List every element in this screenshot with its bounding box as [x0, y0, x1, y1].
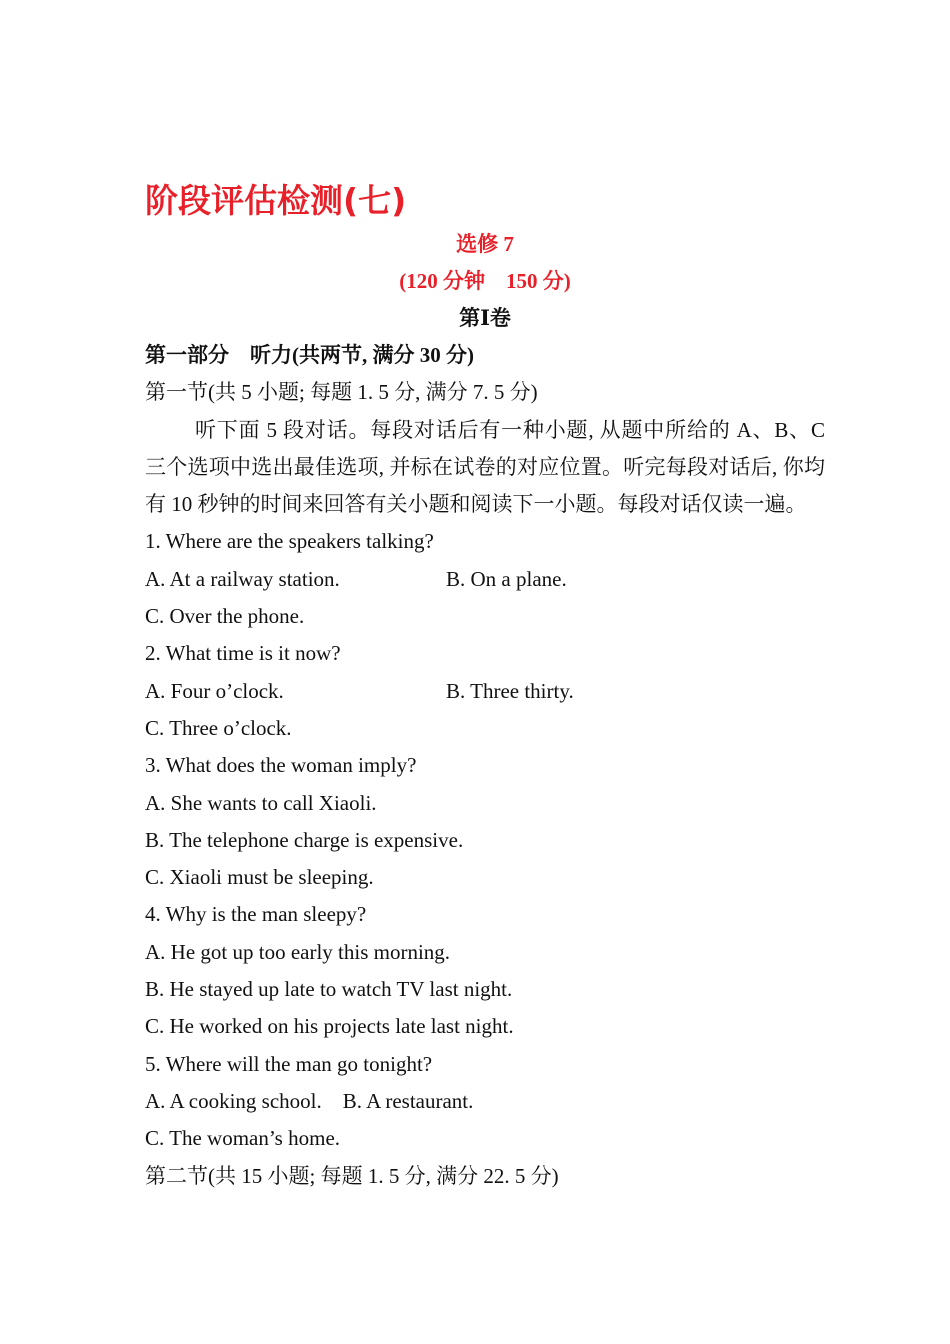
- question-2-stem: 2. What time is it now?: [145, 641, 341, 666]
- question-3-stem: 3. What does the woman imply?: [145, 753, 417, 778]
- question-5-option-c: C. The woman’s home.: [145, 1126, 341, 1151]
- question-1-stem: 1. Where are the speakers talking?: [145, 529, 434, 554]
- section2-heading: 第二节(共 15 小题; 每题 1. 5 分, 满分 22. 5 分): [145, 1163, 559, 1188]
- question-4-option-a: A. He got up too early this morning.: [145, 939, 451, 964]
- question-4-stem: 4. Why is the man sleepy?: [145, 902, 367, 927]
- volume-heading: 第Ⅰ卷: [459, 306, 511, 330]
- question-3-option-b: B. The telephone charge is expensive.: [145, 827, 464, 852]
- part1-heading: 第一部分 听力(共两节, 满分 30 分): [145, 343, 474, 367]
- question-1-options-ab: [145, 561, 825, 598]
- question-2-option-c: C. Three o’clock.: [145, 715, 292, 740]
- question-5-options-ab: A. A cooking school. B. A restaurant.: [145, 1088, 474, 1113]
- question-1-option-b: B. On a plane.: [446, 566, 567, 591]
- question-5-stem: 5. Where will the man go tonight?: [145, 1051, 433, 1076]
- instructions: 听下面 5 段对话。每段对话后有一种小题, 从题中所给的 A、B、C 三个选项中选出最佳选项, 并标在试卷的对应位置。听完每段对话后, 你均有 10 秒钟的时间来回答有关小题和阅读下一小题。每段对话仅读一遍。: [145, 417, 825, 517]
- question-3-option-a: A. She wants to call Xiaoli.: [145, 790, 377, 815]
- question-2-option-a: A. Four o’clock.: [145, 678, 284, 703]
- page-title: 阶段评估检测(七): [145, 181, 407, 220]
- subtitle: 选修 7: [456, 232, 514, 256]
- question-1-option-c: C. Over the phone.: [145, 604, 305, 629]
- question-1-option-a: A. At a railway station.: [145, 566, 340, 591]
- question-4-option-b: B. He stayed up late to watch TV last night.: [145, 977, 513, 1002]
- question-4-option-c: C. He worked on his projects late last night.: [145, 1014, 514, 1039]
- section1-heading: 第一节(共 5 小题; 每题 1. 5 分, 满分 7. 5 分): [145, 380, 538, 405]
- question-2-option-b: B. Three thirty.: [446, 678, 574, 703]
- question-3-option-c: C. Xiaoli must be sleeping.: [145, 865, 374, 890]
- question-2-options-ab: [145, 673, 825, 710]
- time-score: (120 分钟 150 分): [399, 269, 571, 293]
- exam-content: [145, 176, 825, 1195]
